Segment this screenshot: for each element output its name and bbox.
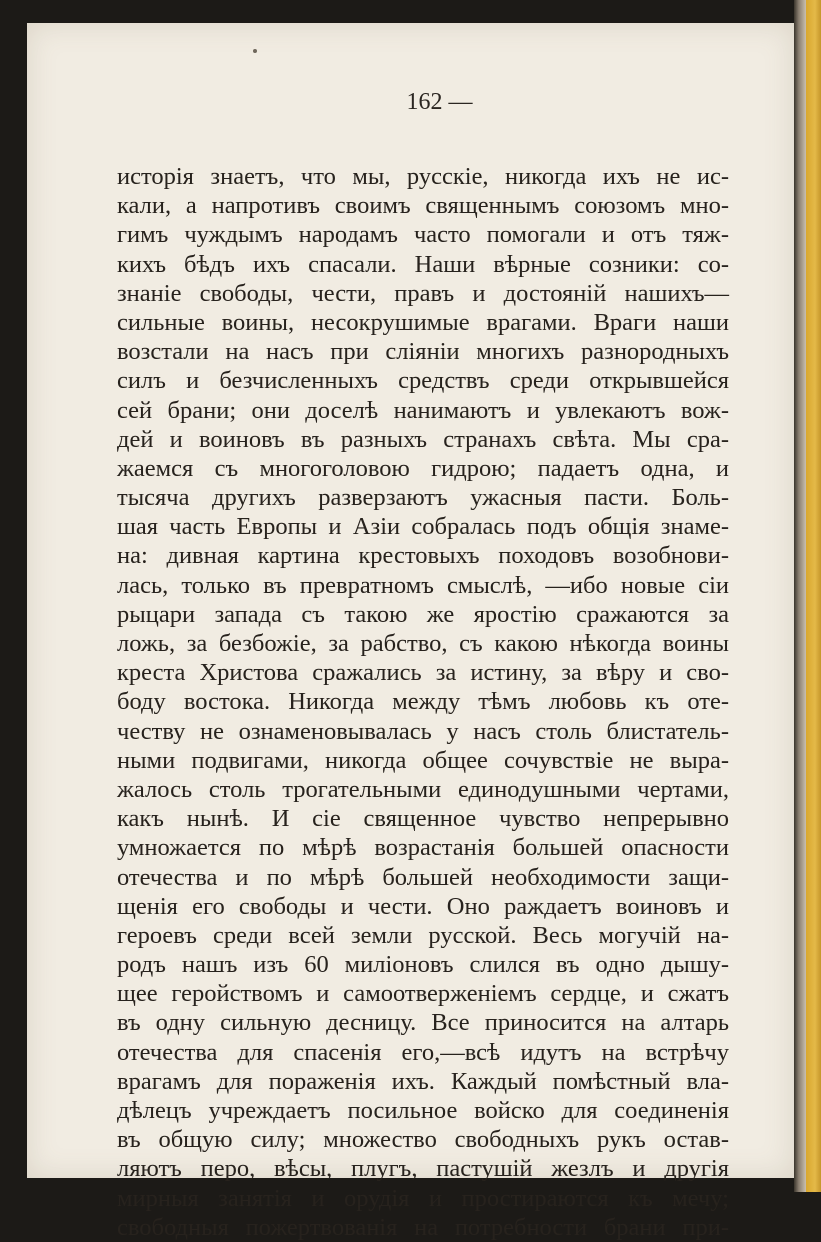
text-line: сей брани; они доселѣ нанимаютъ и увлекаютъ вож- bbox=[117, 396, 729, 424]
text-line: знаніе свободы, чести, правъ и достояній нашихъ— bbox=[117, 279, 729, 307]
text-line: дѣлецъ учреждаетъ посильное войско для соединенія bbox=[117, 1097, 729, 1124]
text-line: тысяча другихъ разверзаютъ ужасныя пасти. Боль- bbox=[117, 484, 729, 512]
text-line: щее геройствомъ и самоотверженіемъ сердце, и сжатъ bbox=[117, 980, 729, 1008]
text-line: жалось столь трогательными единодушными чертами, bbox=[117, 775, 729, 803]
text-line: силъ и безчисленныхъ средствъ среди открывшейся bbox=[117, 367, 729, 395]
text-line: въ одну сильную десницу. Все приносится на алтарь bbox=[117, 1009, 729, 1037]
body-text bbox=[117, 162, 729, 1242]
text-line: ными подвигами, никогда общее сочувствіе не выра- bbox=[117, 746, 729, 774]
text-line: дей и воиновъ въ разныхъ странахъ свѣта. Мы сра- bbox=[117, 425, 729, 453]
text-line: ложь, за безбожіе, за рабство, съ какою нѣкогда воины bbox=[117, 630, 729, 657]
text-line: свободныя пожертвованія на потребности брани при- bbox=[117, 1213, 729, 1241]
text-line: ляютъ перо, вѣсы, плугъ, пастушій жезлъ и другія bbox=[117, 1155, 729, 1183]
text-line: родъ нашъ изъ 60 миліоновъ слился въ одно дышу- bbox=[117, 951, 729, 979]
text-line: гимъ чуждымъ народамъ часто помогали и отъ тяж- bbox=[117, 221, 729, 249]
text-line: сильные воины, несокрушимые врагами. Враги наши bbox=[117, 308, 729, 336]
text-line: врагамъ для пораженія ихъ. Каждый помѣстный вла- bbox=[117, 1067, 729, 1095]
text-line: героевъ среди всей земли русской. Весь могучій на- bbox=[117, 921, 729, 949]
text-line: кали, а напротивъ своимъ священнымъ союзомъ мно- bbox=[117, 192, 729, 220]
text-line: на: дивная картина крестовыхъ походовъ возобнови- bbox=[117, 542, 729, 570]
ink-speck bbox=[253, 49, 257, 53]
text-line: кихъ бѣдъ ихъ спасали. Наши вѣрные созники: со- bbox=[117, 250, 729, 278]
text-line: лась, только въ превратномъ смыслѣ, —ибо новые сіи bbox=[117, 571, 729, 599]
text-line: честву не ознаменовывалась у насъ столь блистатель- bbox=[117, 717, 729, 745]
text-line: исторія знаетъ, что мы, русскіе, никогда ихъ не ис- bbox=[117, 163, 729, 190]
text-line: умножается по мѣрѣ возрастанія большей опасности bbox=[117, 834, 729, 862]
text-line: какъ нынѣ. И сіе священное чувство непрерывно bbox=[117, 805, 729, 833]
text-line: шая часть Европы и Азіи собралась подъ общія знаме- bbox=[117, 513, 729, 541]
text-line: боду востока. Никогда между тѣмъ любовь къ оте- bbox=[117, 688, 729, 716]
text-line: креста Христова сражались за истину, за вѣру и сво- bbox=[117, 659, 729, 687]
book-spine-shadow bbox=[794, 0, 806, 1192]
text-line: мирныя занятія и орудія и простираются къ мечу; bbox=[117, 1184, 729, 1212]
text-line: въ общую силу; множество свободныхъ рукъ остав- bbox=[117, 1126, 729, 1154]
page-number: 162 — bbox=[406, 89, 473, 115]
text-line: отечества для спасенія его,—всѣ идутъ на встрѣчу bbox=[117, 1038, 729, 1066]
paper-sheet bbox=[27, 23, 794, 1241]
text-line: жаемся съ многоголовою гидрою; падаетъ одна, и bbox=[117, 454, 729, 482]
text-line: щенія его свободы и чести. Оно раждаетъ воиновъ и bbox=[117, 892, 729, 920]
text-line: рыцари запада съ такою же яростію сражаются за bbox=[117, 600, 729, 628]
adjacent-page-edge bbox=[806, 0, 821, 1192]
text-line: возстали на насъ при сліяніи многихъ разнородныхъ bbox=[117, 338, 729, 366]
text-line: отечества и по мѣрѣ большей необходимости защи- bbox=[117, 863, 729, 891]
